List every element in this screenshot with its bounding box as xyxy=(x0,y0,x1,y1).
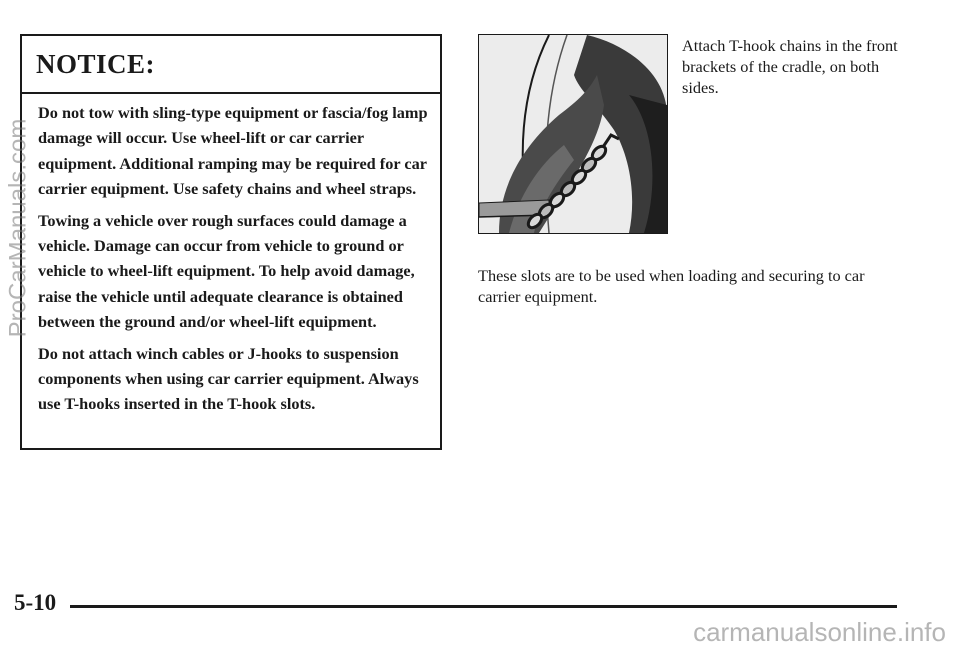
notice-title: NOTICE: xyxy=(36,48,156,79)
notice-paragraph-sling: Do not tow with sling-type equipment or fascia/fog lamp damage will occur. Use wheel-lift or car carrier equipment. Additional ramping may be required for car carrier equipment. Use safety chains and wheel straps. xyxy=(38,103,428,199)
bottom-watermark: carmanualsonline.info xyxy=(693,617,946,647)
side-watermark xyxy=(0,18,36,438)
figure-caption: Attach T-hook chains in the front brackets of the cradle, on both sides. xyxy=(682,36,898,97)
notice-body xyxy=(22,94,440,417)
notice-box xyxy=(20,34,442,450)
side-watermark-text: ProCarManuals.com xyxy=(4,118,31,338)
page-number: 5-10 xyxy=(14,590,57,615)
notice-paragraph-winch: Do not attach winch cables or J-hooks to suspension components when using car carrier equipment. Always use T-hooks inserted in the T-hook slots. xyxy=(38,343,419,414)
notice-header xyxy=(22,36,440,94)
footer-rule xyxy=(70,605,897,608)
notice-paragraph-rough-surfaces: Towing a vehicle over rough surfaces could damage a vehicle. Damage can occur from vehicle to ground or vehicle to wheel-lift equipment. To help avoid damage, raise the vehicle until adequate clearance is obtained between the ground and/or wheel-lift equipment. xyxy=(38,210,415,332)
slots-paragraph: These slots are to be used when loading and securing to car carrier equipment. xyxy=(478,266,865,306)
t-hook-chain-drawing xyxy=(479,35,667,233)
t-hook-chain-illustration xyxy=(478,34,668,234)
